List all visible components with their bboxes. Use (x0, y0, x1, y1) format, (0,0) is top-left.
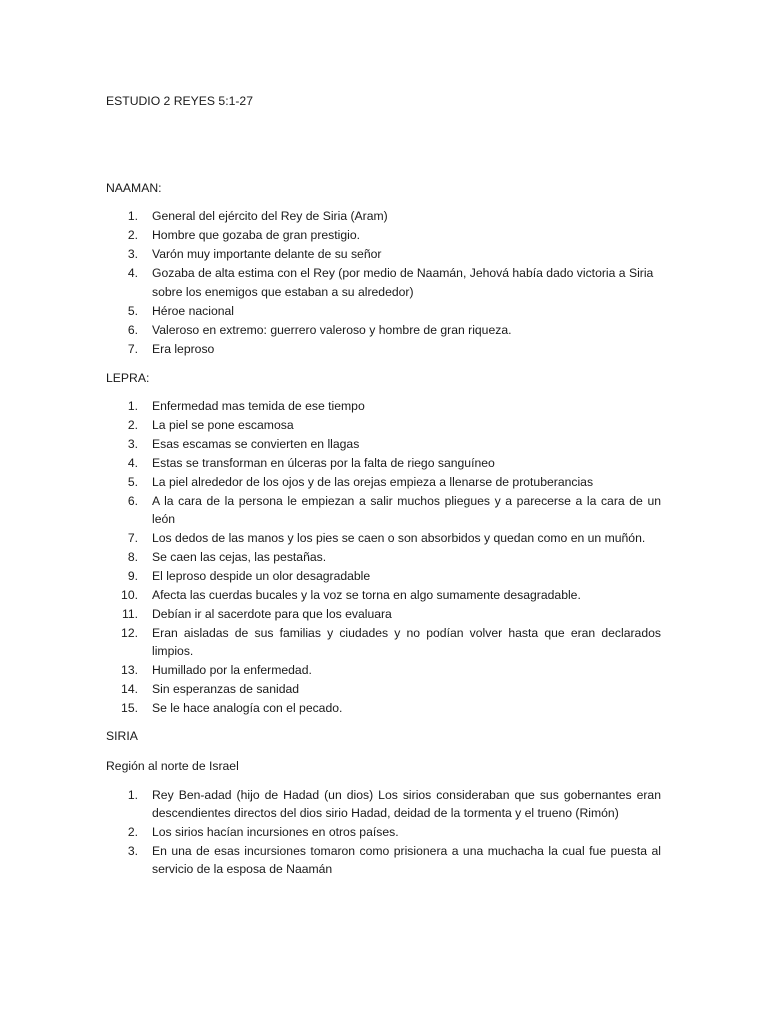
siria-subheading: Región al norte de Israel (106, 759, 239, 773)
item-text: Sin esperanzas de sanidad (152, 682, 300, 696)
item-text: Rey Ben-adad (hijo de Hadad (un dios) Los sirios consideraban que sus gobernantes eran (152, 788, 661, 802)
item-text: General del ejército del Rey de Siria (Aram) (152, 209, 388, 223)
item-number: 4. (127, 266, 138, 280)
naaman-heading: NAAMAN: (106, 181, 162, 195)
item-text: A la cara de la persona le empiezan a salir muchos pliegues y a parecerse a la cara de un (152, 494, 661, 508)
item-text: Afecta las cuerdas bucales y la voz se torna en algo sumamente desagradable. (152, 588, 581, 602)
item-number: 6. (127, 494, 138, 508)
item-number: 9. (127, 569, 138, 583)
item-text: En una de esas incursiones tomaron como prisionera a una muchacha la cual fue puesta al (152, 844, 661, 858)
item-text-continued: descendientes directos del dios sirio Hadad, deidad de la tormenta y el trueno (Rimón) (152, 806, 619, 820)
item-text-continued: servicio de la esposa de Naamán (152, 862, 333, 876)
item-text-continued: sobre los enemigos que estaban a su alrededor) (152, 285, 414, 299)
item-text: La piel se pone escamosa (152, 418, 294, 432)
item-text: Eran aisladas de sus familias y ciudades y no podían volver hasta que eran declarados (152, 626, 661, 640)
item-text: Era leproso (152, 342, 215, 356)
item-number: 4. (127, 456, 138, 470)
item-text-continued: león (152, 512, 176, 526)
item-number: 2. (127, 418, 138, 432)
item-number: 13. (121, 663, 138, 677)
item-text: Los dedos de las manos y los pies se caen o son absorbidos y quedan como en un muñón. (152, 531, 646, 545)
item-number: 14. (121, 682, 138, 696)
item-text: Valeroso en extremo: guerrero valeroso y hombre de gran riqueza. (152, 323, 512, 337)
item-text: Debían ir al sacerdote para que los evaluara (152, 607, 392, 621)
item-text: El leproso despide un olor desagradable (152, 569, 371, 583)
item-number: 10. (121, 588, 138, 602)
item-number: 8. (127, 550, 138, 564)
item-text: Varón muy importante delante de su señor (152, 247, 382, 261)
item-number: 3. (127, 844, 138, 858)
item-number: 11. (121, 607, 138, 621)
item-number: 6. (127, 323, 138, 337)
item-text-continued: limpios. (152, 644, 194, 658)
item-number: 1. (127, 209, 138, 223)
item-text: La piel alrededor de los ojos y de las orejas empieza a llenarse de protuberancias (152, 475, 594, 489)
item-text: Humillado por la enfermedad. (152, 663, 312, 677)
item-number: 2. (127, 825, 138, 839)
item-number: 1. (127, 788, 138, 802)
item-text: Gozaba de alta estima con el Rey (por medio de Naamán, Jehová había dado victoria a Siria (152, 266, 654, 280)
document-title: ESTUDIO 2 REYES 5:1-27 (106, 94, 253, 108)
item-text: Héroe nacional (152, 304, 234, 318)
item-number: 7. (127, 531, 138, 545)
item-number: 12. (121, 626, 138, 640)
item-number: 5. (127, 304, 138, 318)
item-number: 3. (127, 247, 138, 261)
item-text: Estas se transforman en úlceras por la falta de riego sanguíneo (152, 456, 495, 470)
item-number: 15. (121, 701, 138, 715)
siria-heading: SIRIA (106, 729, 138, 743)
item-number: 7. (127, 342, 138, 356)
item-number: 1. (127, 399, 138, 413)
item-text: Se caen las cejas, las pestañas. (152, 550, 327, 564)
item-text: Enfermedad mas temida de ese tiempo (152, 399, 365, 413)
item-text: Los sirios hacían incursiones en otros países. (152, 825, 399, 839)
item-text: Esas escamas se convierten en llagas (152, 437, 360, 451)
item-number: 5. (127, 475, 138, 489)
item-number: 2. (127, 228, 138, 242)
item-number: 3. (127, 437, 138, 451)
lepra-heading: LEPRA: (106, 371, 150, 385)
item-text: Hombre que gozaba de gran prestigio. (152, 228, 360, 242)
item-text: Se le hace analogía con el pecado. (152, 701, 343, 715)
